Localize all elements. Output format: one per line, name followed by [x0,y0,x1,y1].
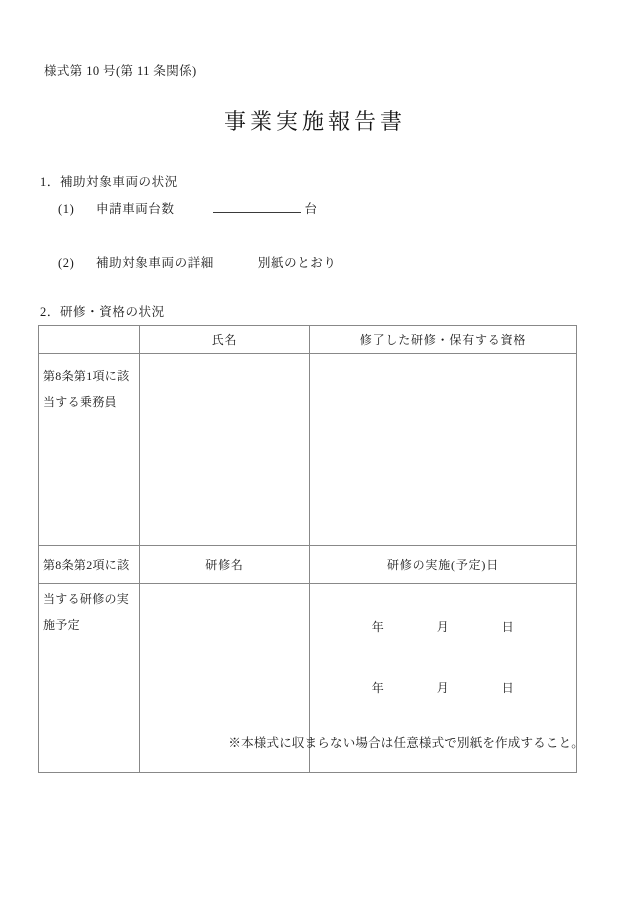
table-header-blank [39,326,140,354]
table-header-training-date: 研修の実施(予定)日 [310,546,577,584]
section-1-item-1 [58,199,318,217]
date-entry-1[interactable] [310,618,576,635]
row-label-line-2: 当する乗務員 [43,395,117,409]
section-2-heading: 2．研修・資格の状況 [40,305,165,319]
footer-note: ※本様式に収まらない場合は任意様式で別紙を作成すること。 [228,736,584,750]
row-label-line-1: 第8条第2項に該 [43,558,130,572]
table-header-training-name: 研修名 [140,546,310,584]
section-1-item-2 [58,253,337,271]
date-day-label: 日 [501,620,515,634]
item-value: 別紙のとおり [257,256,337,270]
row-label-clause2-line1 [39,546,140,584]
row-label-clause2-rest [39,584,140,773]
item-label: 申請車両台数 [96,202,175,216]
vehicle-count-unit: 台 [304,202,318,216]
section-1-heading: 1．補助対象車両の状況 [40,175,178,189]
table-header-qualification: 修了した研修・保有する資格 [310,326,577,354]
row-label-clause1 [39,354,140,546]
date-entry-2[interactable] [310,679,576,696]
page-title: 事業実施報告書 [223,109,406,134]
table-row-article8-clause2-header [39,546,577,584]
date-month-label: 月 [436,681,450,695]
row-label-line-3: 施予定 [43,618,80,632]
vehicle-count-input[interactable] [213,199,301,213]
date-day-label: 日 [501,681,515,695]
item-number: (1) [58,202,75,216]
date-month-label: 月 [436,620,450,634]
table-header-name: 氏名 [140,326,310,354]
form-number: 様式第 10 号(第 11 条関係) [44,64,197,78]
date-year-label: 年 [371,620,385,634]
table-row-article8-clause1 [39,354,577,546]
row-label-line-1: 第8条第1項に該 [43,369,130,383]
cell-crew-qualifications[interactable] [310,354,577,546]
date-year-label: 年 [371,681,385,695]
item-label: 補助対象車両の詳細 [96,256,214,270]
training-qualification-table [38,325,577,773]
cell-crew-names[interactable] [140,354,310,546]
table-header-row [39,326,577,354]
item-number: (2) [58,256,75,270]
row-label-line-2: 当する研修の実 [43,592,130,606]
